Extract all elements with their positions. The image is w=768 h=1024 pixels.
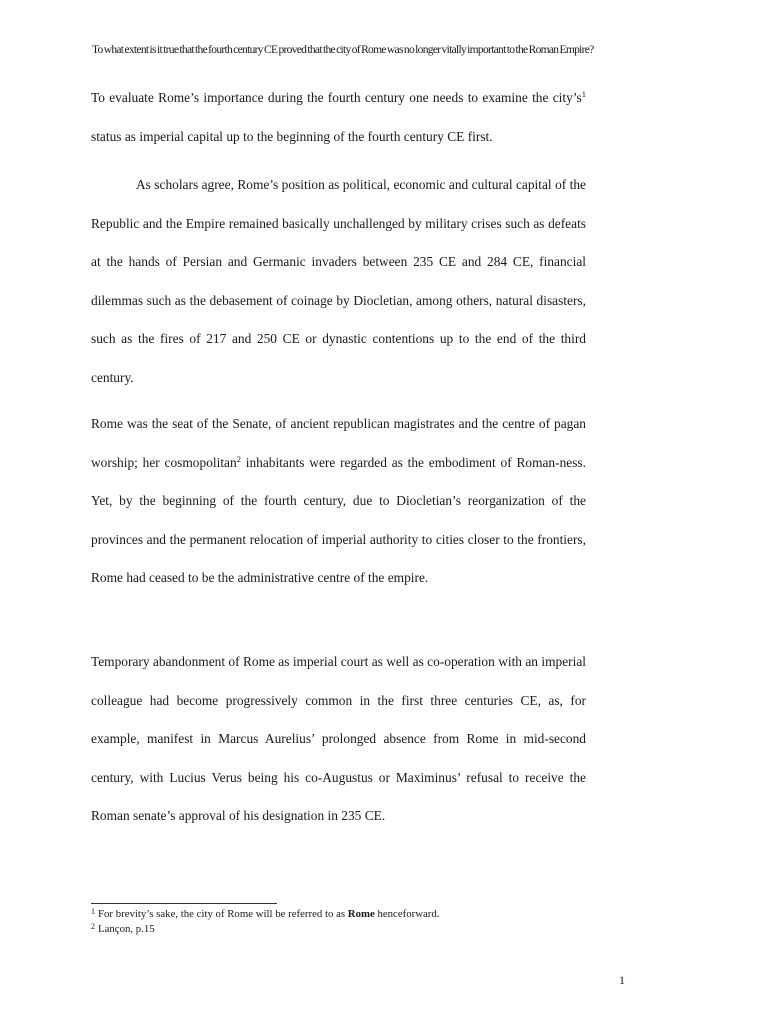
footnote-1 [91,907,591,922]
paragraph-1-text-a: To evaluate Rome’s importance during the fourth century one needs to examine the city’s [91,90,582,105]
page-number: 1 [619,973,625,987]
essay-question-header: To what extent is it true that the fourth century CE proved that the city of Rome was no longer vitally important to the Roman Empire? [92,44,594,56]
footnote-text: For brevity’s sake, the city of Rome will be referred to as [98,908,348,920]
footnote-text-end: henceforward. [374,908,440,920]
paragraph-4: Temporary abandonment of Rome as imperial court as well as co-operation with an imperial colleague had become progressively common in the first three centuries CE, as, for example, manifest in Marcus Aurelius’ prolonged absence from Rome in mid-second century, with Lucius Verus being his co-Augustus or Maximinus’ refusal to receive the Roman senate’s approval of his designation in 235 CE. [91,654,586,824]
footnote-separator [91,903,277,904]
footnote-mark: 2 [91,922,95,931]
footnote-ref-2: 2 [236,453,241,464]
footnote-bold-term: Rome [347,908,375,920]
footnote-ref-1: 1 [581,89,586,99]
paragraph-3 [91,405,586,598]
footnote-text: Lançon, p.15 [98,923,155,935]
paragraph-3-text-a: Rome was the seat of the Senate, of ancient republican magistrates and the centre of pagan worship; her cosmopolitan [91,416,586,470]
footnote-mark: 1 [91,907,95,916]
footnotes [91,907,591,937]
paragraph-2: As scholars agree, Rome’s position as political, economic and cultural capital of the Republic and the Empire remained basically unchallenged by military crises such as defeats at the hands of Persian and Germanic invaders between 235 CE and 284 CE, financial dilemmas such as the debasement of coinage by Diocletian, among others, natural disasters, such as the fires of 217 and 250 CE or dynastic contentions up to the end of the third century. [91,177,586,385]
paragraph-1-text-b: status as imperial capital up to the beginning of the fourth century CE first. [91,128,493,144]
paragraph-1 [91,79,586,156]
footnote-2 [91,922,591,937]
paragraph-3-text-b: inhabitants were regarded as the embodiment of Roman-ness. Yet, by the beginning of the fourth century, due to Diocletian’s reorganization of the provinces and the permanent relocation of imperial authority to cities closer to the frontiers, Rome had ceased to be the administrative centre of the empire. [91,454,586,586]
